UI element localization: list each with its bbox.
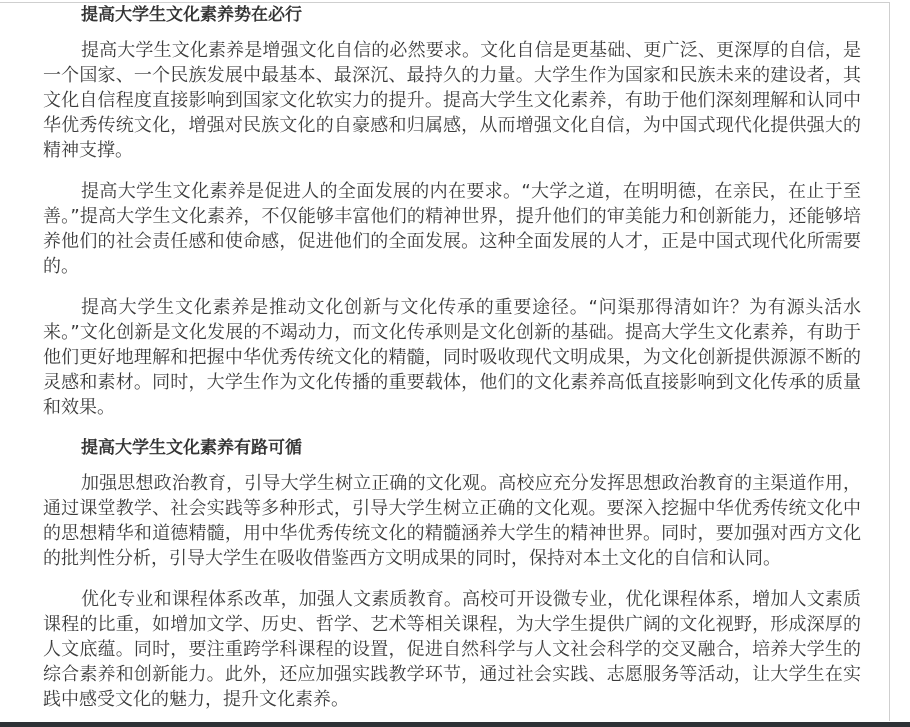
paragraph: 提高大学生文化素养是促进人的全面发展的内在要求。“大学之道，在明明德，在亲民，在止于至善。”提高大学生文化素养，不仅能够丰富他们的精神世界，提升他们的审美能力和创新能力，还能够培养他们的社会责任感和使命感，促进他们的全面发展。这种全面发展的人才，正是中国式现代化所需要的。 (43, 181, 861, 277)
paragraph: 提高大学生文化素养是推动文化创新与文化传承的重要途径。“问渠那得清如许？为有源头活水来。”文化创新是文化发展的不竭动力，而文化传承则是文化创新的基础。提高大学生文化素养，有助于他们更好地理解和把握中华优秀传统文化的精髓，同时吸收现代文明成果，为文化创新提供源源不断的灵感和素材。同时，大学生作为文化传播的重要载体，他们的文化素养高低直接影响到文化传承的质量和效果。 (43, 297, 861, 418)
article-body (43, 3, 861, 712)
section-heading: 提高大学生文化素养有路可循 (81, 438, 302, 458)
bottom-bar (0, 722, 910, 727)
section-heading: 提高大学生文化素养势在必行 (81, 5, 302, 25)
paragraph: 加强思想政治教育，引导大学生树立正确的文化观。高校应充分发挥思想政治教育的主渠道作用，通过课堂教学、社会实践等多种形式，引导大学生树立正确的文化观。要深入挖掘中华优秀传统文化中的思想精华和道德精髓，用中华优秀传统文化的精髓涵养大学生的精神世界。同时，要加强对西方文化的批判性分析，引导大学生在吸收借鉴西方文明成果的同时，保持对本土文化的自信和认同。 (43, 473, 861, 569)
paragraph: 优化专业和课程体系改革，加强人文素质教育。高校可开设微专业，优化课程体系，增加人文素质课程的比重，如增加文学、历史、哲学、艺术等相关课程，为大学生提供广阔的文化视野，形成深厚的人文底蕴。同时，要注重跨学科课程的设置，促进自然科学与人文社会科学的交叉融合，培养大学生的综合素养和创新能力。此外，还应加强实践教学环节，通过社会实践、志愿服务等活动，让大学生在实践中感受文化的魅力，提升文化素养。 (43, 589, 861, 710)
paragraph: 提高大学生文化素养是增强文化自信的必然要求。文化自信是更基础、更广泛、更深厚的自信，是一个国家、一个民族发展中最基本、最深沉、最持久的力量。大学生作为国家和民族未来的建设者，其文化自信程度直接影响到国家文化软实力的提升。提高大学生文化素养，有助于他们深刻理解和认同中华优秀传统文化，增强对民族文化的自豪感和归属感，从而增强文化自信，为中国式现代化提供强大的精神支撑。 (43, 40, 861, 161)
